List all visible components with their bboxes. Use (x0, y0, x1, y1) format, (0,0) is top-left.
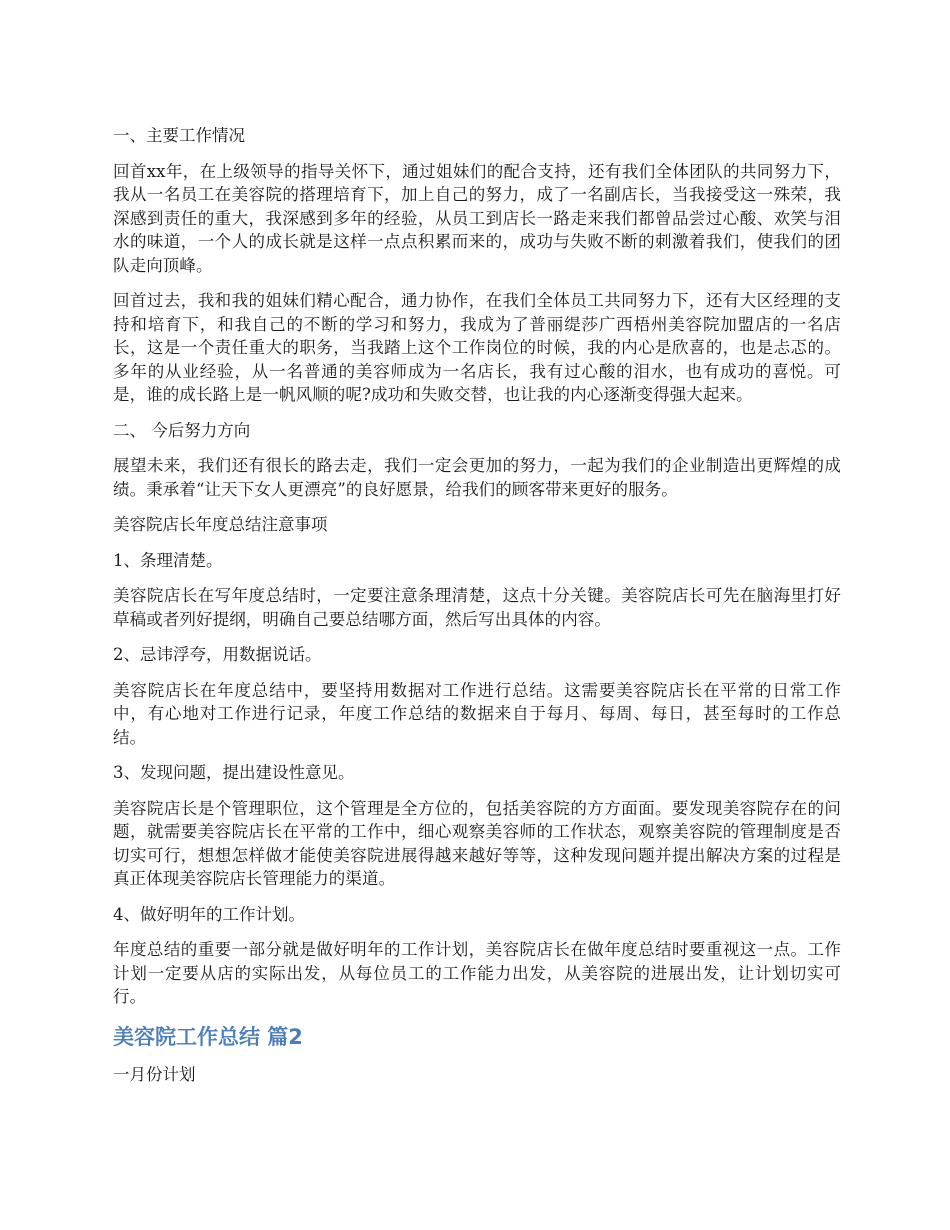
heading-note-3: 3、发现问题，提出建设性意见。 (113, 763, 355, 782)
heading-note-4: 4、做好明年的工作计划。 (113, 904, 305, 924)
section-heading-future-direction: 二、 今后努力方向 (113, 420, 251, 440)
heading-note-1: 1、条理清楚。 (113, 550, 223, 570)
paragraph-outlook: 展望未来，我们还有很长的路去走，我们一定会更加的努力，一起为我们的企业制造出更辉煌的成绩。秉承着“让天下女人更漂亮”的良好愿景，给我们的顾客带来更好的服务。 (113, 456, 841, 499)
paragraph-note-4: 年度总结的重要一部分就是做好明年的工作计划，美容院店长在做年度总结时要重视这一点。工作计划一定要从店的实际出发，从每位员工的工作能力出发，从美容院的进展出发，让计划切实可行。 (113, 940, 841, 1006)
section-heading-main-work: 一、主要工作情况 (113, 126, 245, 145)
paragraph-review-year: 回首xx年，在上级领导的指导关怀下，通过姐妹们的配合支持，还有我们全体团队的共同努力下，我从一名员工在美容院的搭理培育下，加上自己的努力，成了一名副店长，当我接受这一殊荣，我深感到责任的重大，我深感到多年的经验，从员工到店长一路走来我们都曾品尝过心酸、欢笑与泪水的味道，一个人的成长就是这样一点点积累而来的，成功与失败不断的刺激着我们，使我们的团队走向顶峰。 (113, 161, 841, 275)
paragraph-note-1: 美容院店长在写年度总结时，一定要注意条理清楚，这点十分关键。美容院店长可先在脑海里打好草稿或者列好提纲，明确自己要总结哪方面，然后写出具体的内容。 (113, 586, 841, 629)
document-page (113, 124, 841, 1098)
heading-january-plan: 一月份计划 (113, 1064, 196, 1084)
paragraph-note-3: 美容院店长是个管理职位，这个管理是全方位的，包括美容院的方方面面。要发现美容院存在的问题，就需要美容院店长在平常的工作中，细心观察美容师的工作状态，观察美容院的管理制度是否切实可行，想想怎样做才能使美容院进展得越来越好等等，这种发现问题并提出解决方案的过程是真正体现美容院店长管理能力的渠道。 (113, 798, 841, 888)
paragraph-review-past: 回首过去，我和我的姐妹们精心配合，通力协作，在我们全体员工共同努力下，还有大区经理的支持和培育下，和我自己的不断的学习和努力，我成为了普丽缇莎广西梧州美容院加盟店的一名店长，这是一个责任重大的职务，当我踏上这个工作岗位的时候，我的内心是欣喜的，也是忐忑的。多年的从业经验，从一名普通的美容师成为一名店长，我有过心酸的泪水，也有成功的喜悦。可是，谁的成长路上是一帆风顺的呢?成功和失败交替，也让我的内心逐渐变得强大起来。 (113, 291, 841, 404)
heading-notes: 美容院店长年度总结注意事项 (113, 515, 328, 534)
paragraph-note-2: 美容院店长在年度总结中，要坚持用数据对工作进行总结。这需要美容院店长在平常的日常工作中，有心地对工作进行记录，年度工作总结的数据来自于每月、每周、每日，甚至每时的工作总结。 (113, 680, 841, 747)
section-title-part-2: 美容院工作总结 篇2 (113, 1024, 303, 1049)
heading-note-2: 2、忌讳浮夸，用数据说话。 (113, 645, 322, 664)
